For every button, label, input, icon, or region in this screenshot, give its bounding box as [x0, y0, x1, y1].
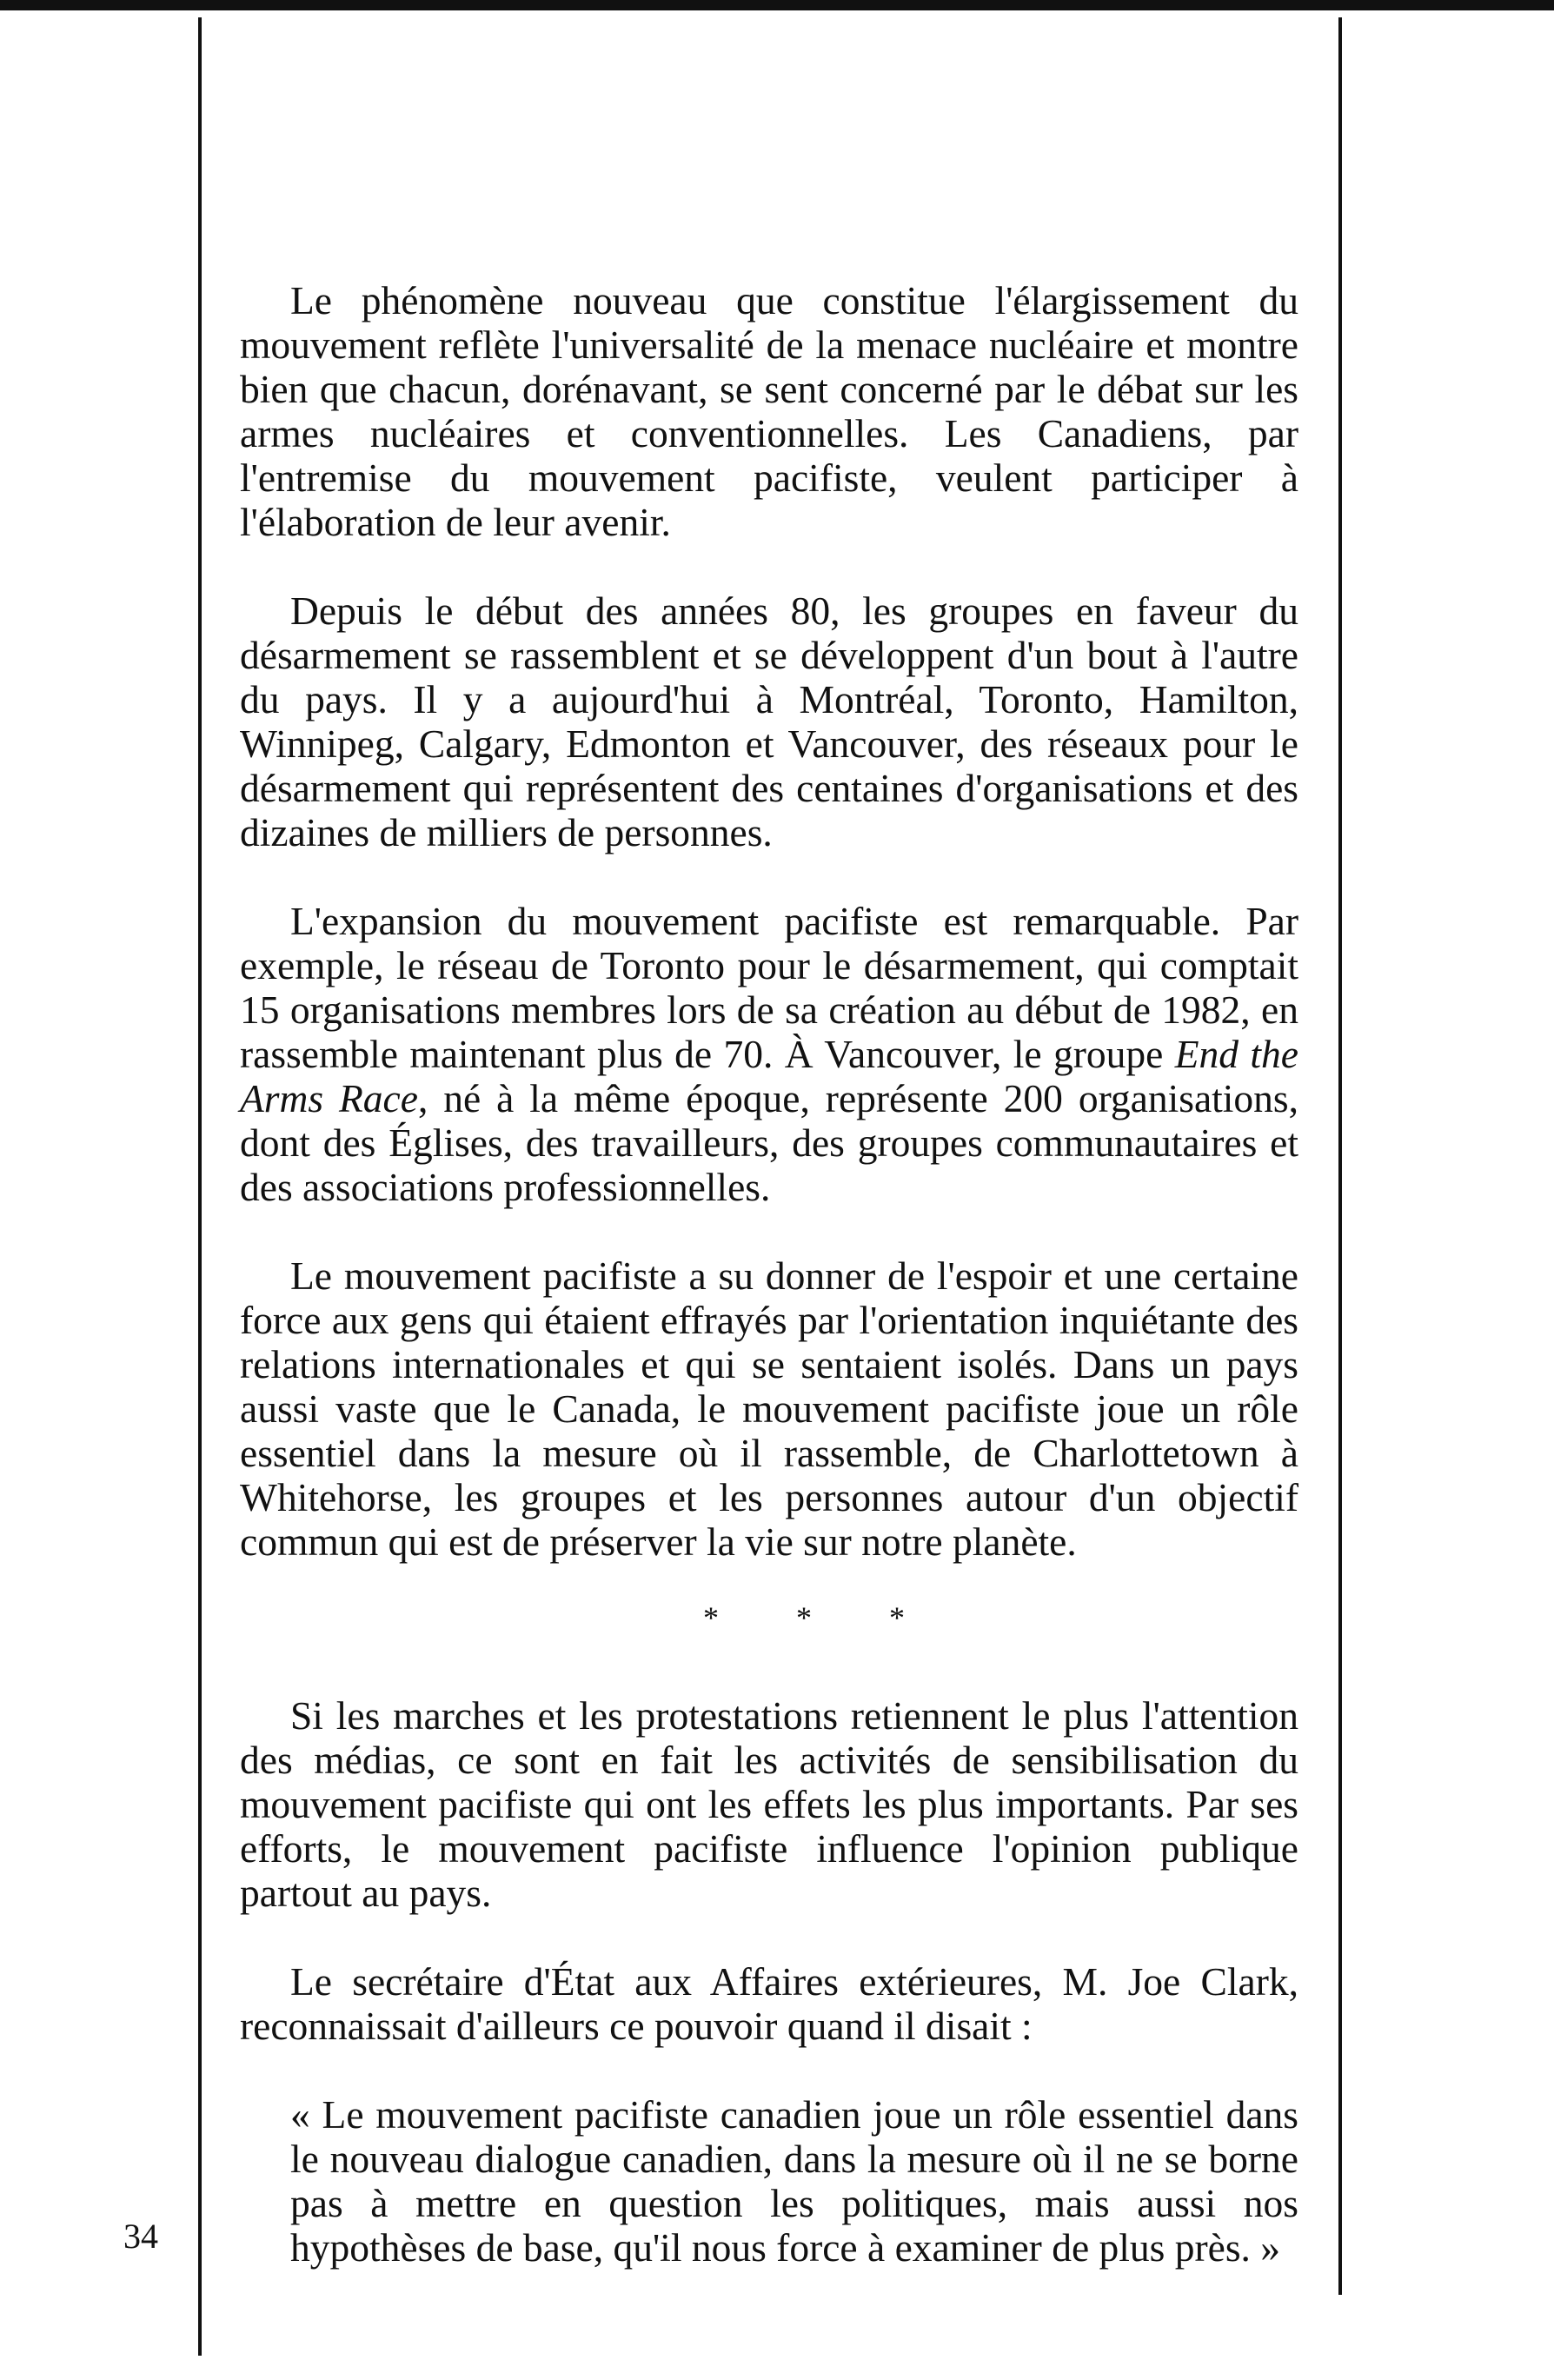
page-body	[240, 278, 1298, 2270]
paragraph-4: Le mouvement pacifiste a su donner de l'espoir et une certaine force aux gens qui étaient effrayés par l'orientation inquiétante des relations internationales et qui se sentaient isolés. Dans un pays aussi vaste que le Canada, le mouvement pacifiste joue un rôle essentiel dans la mesure où il rassemble, de Charlottetown à Whitehorse, les groupes et les personnes autour d'un objectif commun qui est de préserver la vie sur notre planète.	[240, 1253, 1298, 1564]
paragraph-1: Le phénomène nouveau que constitue l'élargissement du mouvement reflète l'universalité de la menace nucléaire et montre bien que chacun, dorénavant, se sent concerné par le débat sur les armes nucléaires et conventionnelles. Les Canadiens, par l'entremise du mouvement pacifiste, veulent participer à l'élaboration de leur avenir.	[240, 278, 1298, 544]
right-margin-rule	[1338, 17, 1342, 2295]
paragraph-6: Le secrétaire d'État aux Affaires extérieures, M. Joe Clark, reconnaissait d'ailleurs ce pouvoir quand il disait :	[240, 1959, 1298, 2048]
paragraph-2: Depuis le début des années 80, les groupes en faveur du désarmement se rassemblent et se développent d'un bout à l'autre du pays. Il y a aujourd'hui à Montréal, Toronto, Hamilton, Winnipeg, Calgary, Edmonton et Vancouver, des réseaux pour le désarmement qui représentent des centaines d'organisations et des dizaines de milliers de personnes.	[240, 588, 1298, 854]
paragraph-5: Si les marches et les protestations retiennent le plus l'attention des médias, ce sont en fait les activités de sensibilisation du mouvement pacifiste qui ont les effets les plus importants. Par ses efforts, le mouvement pacifiste influence l'opinion publique partout au pays.	[240, 1693, 1298, 1915]
top-border-rule	[0, 0, 1554, 10]
section-separator: * * *	[703, 1600, 940, 1635]
paragraph-3: L'expansion du mouvement pacifiste est remarquable. Par exemple, le réseau de Toronto pour le désarmement, qui comptait 15 organisations membres lors de sa création au début de 1982, en rassemble maintenant plus de 70. À Vancouver, le groupe End the Arms Race, né à la même époque, représente 200 organisations, dont des Églises, des travailleurs, des groupes communautaires et des associations professionnelles.	[240, 899, 1299, 1209]
page-number: 34	[123, 2217, 158, 2256]
block-quote: « Le mouvement pacifiste canadien joue un rôle essentiel dans le nouveau dialogue canadien, dans la mesure où il ne se borne pas à mettre en question les politiques, mais aussi nos hypothèses de base, qu'il nous force à examiner de plus près. »	[290, 2092, 1298, 2270]
organization-name-italic: End the Arms Race	[240, 1032, 1299, 1120]
left-margin-rule	[198, 17, 202, 2356]
